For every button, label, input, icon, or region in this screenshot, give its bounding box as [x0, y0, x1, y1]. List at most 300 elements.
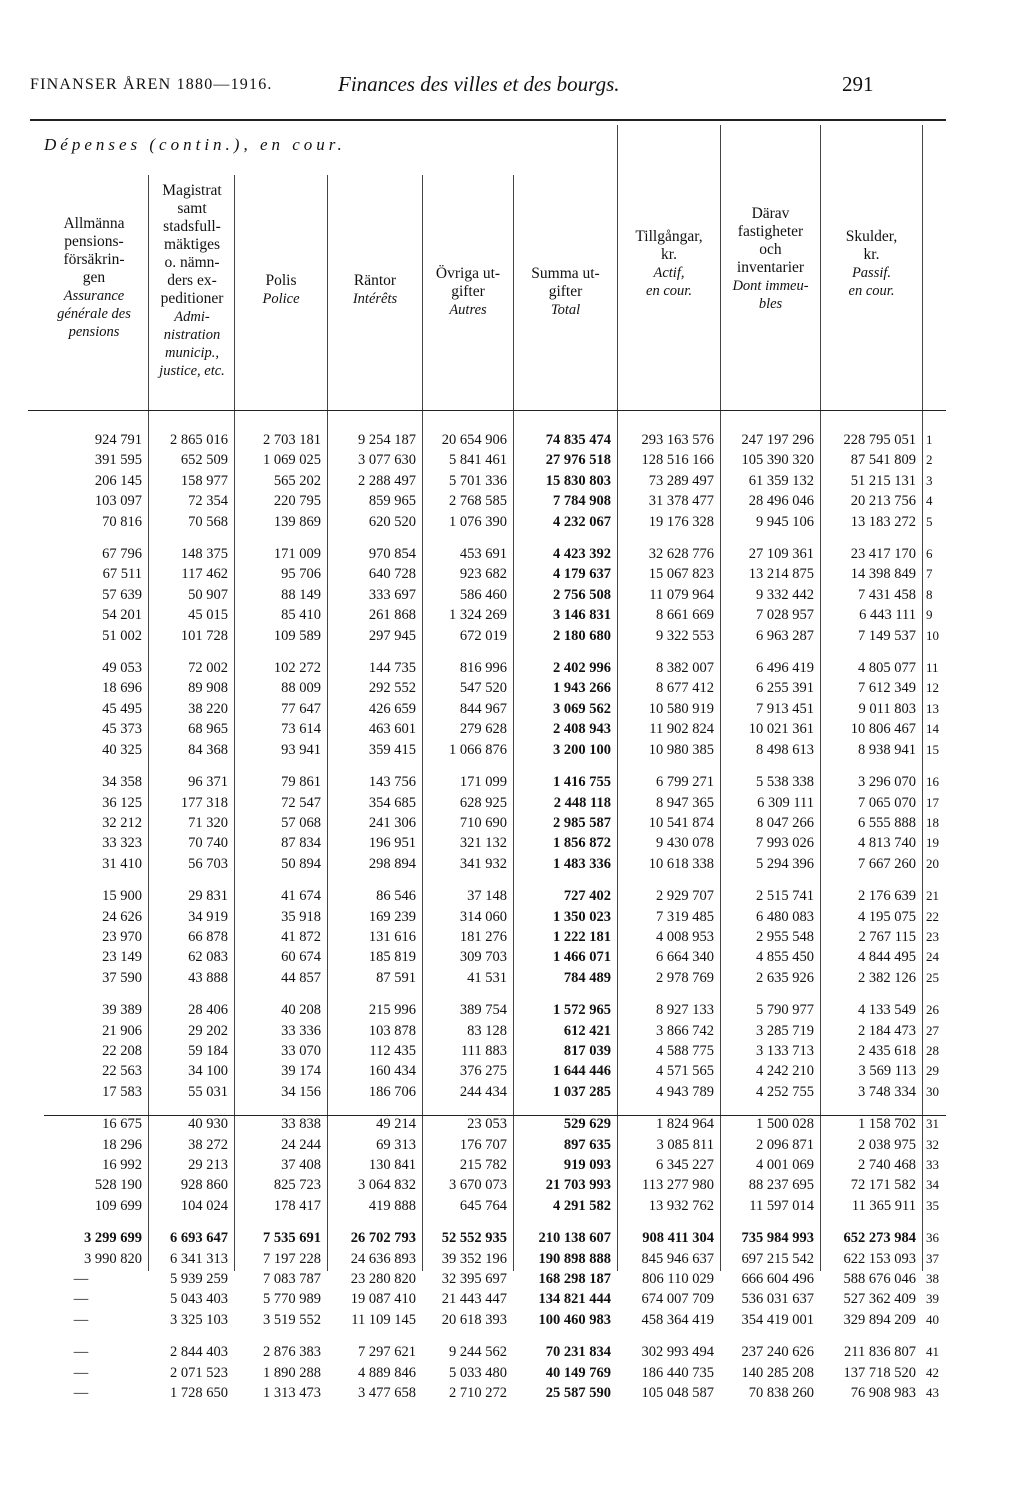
heading-text: och — [759, 241, 782, 258]
table-cell: 2 985 587 — [553, 814, 611, 831]
table-cell: 4 844 495 — [858, 949, 916, 966]
table-cell: 4 008 953 — [656, 928, 714, 945]
table-cell: 727 402 — [563, 888, 611, 905]
table-cell: 40 930 — [188, 1116, 228, 1133]
table-cell: 18 296 — [102, 1136, 142, 1153]
table-cell: 37 590 — [102, 969, 142, 986]
table-cell: 329 894 209 — [843, 1311, 916, 1328]
table-cell: 7 784 908 — [553, 493, 611, 510]
table-cell: 3 299 699 — [84, 1230, 142, 1247]
table-row — [28, 760, 946, 792]
table-cell: 7 612 349 — [858, 680, 916, 697]
table-cell: 18 696 — [102, 680, 142, 697]
table-row — [28, 1269, 946, 1289]
table-cell: 36 125 — [102, 794, 142, 811]
table-cell: 33 323 — [102, 835, 142, 852]
table-cell: 2 635 926 — [756, 969, 814, 986]
table-cell: 93 941 — [281, 741, 321, 758]
table-cell: 5 294 396 — [756, 855, 814, 872]
row-number: 6 — [926, 546, 933, 562]
table-cell: 4 805 077 — [858, 660, 916, 677]
row-number: 21 — [926, 888, 939, 904]
table-cell: 1 500 028 — [756, 1116, 814, 1133]
table-cell: 5 033 480 — [449, 1364, 507, 1381]
table-cell: 3 990 820 — [84, 1250, 142, 1267]
table-cell: 11 109 145 — [351, 1311, 416, 1328]
table-cell: 2 740 468 — [858, 1157, 916, 1173]
table-cell: 333 697 — [368, 586, 416, 603]
table-cell: 6 555 888 — [858, 814, 916, 831]
table-cell: 25 587 590 — [545, 1385, 611, 1402]
table-cell: 859 965 — [368, 493, 416, 510]
table-cell: 28 406 — [188, 1002, 228, 1019]
table-row — [28, 907, 946, 927]
table-row — [28, 719, 946, 739]
table-cell: 96 371 — [188, 774, 228, 791]
table-cell: 10 580 919 — [648, 700, 714, 717]
table-cell: 4 291 582 — [553, 1197, 611, 1214]
table-cell: 3 670 073 — [449, 1177, 507, 1194]
table-cell: 2 408 943 — [553, 721, 611, 738]
table-cell: 45 495 — [102, 700, 142, 717]
table-cell: 178 417 — [273, 1197, 321, 1214]
table-cell: 825 723 — [273, 1177, 321, 1194]
table-cell: 23 149 — [102, 949, 142, 966]
table-cell: 1 644 446 — [553, 1063, 611, 1080]
table-cell: 220 795 — [273, 493, 321, 510]
table-row — [28, 1175, 946, 1195]
table-row — [28, 605, 946, 625]
heading-french-text: Admi- — [174, 309, 210, 325]
table-cell: 241 306 — [368, 814, 416, 831]
table-cell: 10 541 874 — [648, 814, 714, 831]
table-cell: 2 710 272 — [449, 1385, 507, 1402]
table-cell: 9 254 187 — [358, 432, 416, 448]
table-cell: 297 945 — [368, 627, 416, 644]
table-cell: 652 273 984 — [843, 1230, 916, 1247]
table-cell: 61 359 132 — [748, 472, 814, 489]
heading-french-text: justice, etc. — [159, 363, 225, 379]
table-cell: 7 667 260 — [858, 855, 916, 872]
heading-text: o. nämn- — [164, 254, 220, 271]
table-cell: 176 707 — [459, 1136, 507, 1153]
table-cell: 15 900 — [102, 888, 142, 905]
table-cell: 148 375 — [180, 546, 228, 563]
table-cell: 177 318 — [180, 794, 228, 811]
heading-french-text: Assurance — [63, 288, 125, 304]
row-number: 34 — [926, 1177, 939, 1193]
table-cell: 144 735 — [368, 660, 416, 677]
table-cell: 66 878 — [188, 928, 228, 945]
table-cell: 970 854 — [368, 546, 416, 563]
table-cell: 2 865 016 — [170, 432, 228, 448]
table-cell: 3 296 070 — [858, 774, 916, 791]
table-cell: 34 919 — [188, 908, 228, 925]
table-cell: 547 520 — [459, 680, 507, 697]
table-cell: 3 200 100 — [553, 741, 611, 758]
table-cell: 4 232 067 — [553, 513, 611, 530]
table-cell: 3 519 552 — [263, 1311, 321, 1328]
table-cell: 806 110 029 — [642, 1271, 714, 1288]
table-cell: 31 378 477 — [648, 493, 714, 510]
table-cell: 3 477 658 — [358, 1385, 416, 1402]
table-row — [28, 947, 946, 967]
table-cell: 1 076 390 — [449, 513, 507, 530]
table-cell: 674 007 709 — [641, 1291, 714, 1308]
heading-text: gifter — [548, 283, 583, 300]
table-cell: 354 419 001 — [741, 1311, 814, 1328]
row-number: 33 — [926, 1157, 939, 1172]
table-cell: 817 039 — [563, 1042, 611, 1059]
row-number: 23 — [926, 928, 939, 944]
table-row — [28, 626, 946, 646]
table-cell: 923 682 — [459, 566, 507, 583]
row-number: 20 — [926, 855, 939, 871]
table-cell: 389 754 — [459, 1002, 507, 1019]
heading-text: Summa ut- — [531, 265, 600, 282]
table-cell: 72 002 — [188, 660, 228, 677]
table-cell: 341 932 — [459, 855, 507, 872]
table-cell: 37 148 — [467, 888, 507, 905]
table-cell: 105 390 320 — [741, 452, 814, 469]
heading-french-text: bles — [758, 296, 783, 312]
table-cell: 134 821 444 — [538, 1291, 611, 1308]
table-cell: 67 511 — [102, 566, 142, 583]
table-cell: — — [73, 1271, 89, 1288]
table-cell: 84 368 — [188, 741, 228, 758]
table-cell: 1 158 702 — [858, 1116, 916, 1133]
table-cell: 7 083 787 — [263, 1271, 321, 1288]
column-heading — [40, 215, 148, 341]
table-cell: 5 841 461 — [449, 452, 507, 469]
table-cell: 2 435 618 — [858, 1042, 916, 1059]
table-cell: 72 171 582 — [850, 1177, 916, 1194]
table-cell: 60 674 — [281, 949, 321, 966]
table-cell: 181 276 — [459, 928, 507, 945]
table-cell: 10 980 385 — [648, 741, 714, 758]
table-cell: 529 629 — [563, 1116, 611, 1133]
table-cell: 8 677 412 — [656, 680, 714, 697]
table-cell: 33 070 — [281, 1042, 321, 1059]
table-cell: 14 398 849 — [850, 566, 916, 583]
table-cell: 101 728 — [180, 627, 228, 644]
table-cell: 70 816 — [102, 513, 142, 530]
table-cell: 95 706 — [281, 566, 321, 583]
column-heading — [619, 228, 719, 300]
table-cell: 6 443 111 — [859, 607, 916, 624]
table-cell: 5 538 338 — [756, 774, 814, 791]
table-cell: 8 382 007 — [656, 660, 714, 677]
table-cell: 2 176 639 — [858, 888, 916, 905]
table-cell: 9 332 442 — [756, 586, 814, 603]
table-cell: 2 929 707 — [656, 888, 714, 905]
table-cell: 586 460 — [459, 586, 507, 603]
table-cell: 85 410 — [281, 607, 321, 624]
table-cell: 4 889 846 — [358, 1364, 416, 1381]
heading-french-text: Total — [550, 302, 581, 318]
table-cell: 2 382 126 — [858, 969, 916, 986]
row-number: 42 — [926, 1364, 939, 1380]
row-number: 35 — [926, 1197, 939, 1213]
table-cell: 70 568 — [188, 513, 228, 530]
table-cell: 23 970 — [102, 928, 142, 945]
row-number: 38 — [926, 1271, 939, 1287]
table-cell: 2 071 523 — [170, 1364, 228, 1381]
heading-text: Allmänna — [63, 215, 125, 232]
table-cell: 3 133 713 — [756, 1042, 814, 1059]
table-cell: 244 434 — [459, 1083, 507, 1100]
table-cell: 2 768 585 — [449, 493, 507, 510]
heading-french-text: générale des — [57, 306, 131, 322]
table-cell: 2 184 473 — [858, 1022, 916, 1039]
table-cell: 21 443 447 — [441, 1291, 507, 1308]
table-cell: 51 002 — [102, 627, 142, 644]
table-cell: 527 362 409 — [843, 1291, 916, 1308]
table-cell: 391 595 — [94, 452, 142, 469]
table-row — [28, 1061, 946, 1081]
table-cell: 9 322 553 — [656, 627, 714, 644]
heading-french-text: Dont immeu- — [732, 278, 809, 294]
table-cell: 652 509 — [180, 452, 228, 469]
table-cell: 1 222 181 — [553, 928, 611, 945]
table-row — [28, 1249, 946, 1269]
table-row — [28, 1330, 946, 1362]
table-cell: 8 047 266 — [756, 814, 814, 831]
table-cell: 39 389 — [102, 1002, 142, 1019]
table-cell: 924 791 — [94, 432, 142, 448]
row-number: 36 — [926, 1230, 939, 1246]
table-cell: 186 706 — [368, 1083, 416, 1100]
table-cell: 158 977 — [180, 472, 228, 489]
finance-table — [28, 430, 946, 1403]
table-cell: 13 183 272 — [850, 513, 916, 530]
table-cell: 6 309 111 — [757, 794, 814, 811]
table-cell: 17 583 — [102, 1083, 142, 1100]
table-cell: 9 945 106 — [756, 513, 814, 530]
table-cell: 292 552 — [368, 680, 416, 697]
table-cell: 79 861 — [281, 774, 321, 791]
table-cell: 88 009 — [281, 680, 321, 697]
row-number: 41 — [926, 1344, 939, 1360]
table-cell: 672 019 — [459, 627, 507, 644]
table-cell: 185 819 — [368, 949, 416, 966]
table-cell: 102 272 — [273, 660, 321, 677]
heading-french-text: Passif. — [851, 265, 892, 281]
table-cell: 105 048 587 — [641, 1385, 714, 1402]
table-cell: 321 132 — [459, 835, 507, 852]
table-cell: — — [73, 1344, 89, 1361]
table-cell: 19 087 410 — [350, 1291, 416, 1308]
heading-text: Tillgångar, — [635, 228, 703, 245]
table-cell: 6 480 083 — [756, 908, 814, 925]
table-cell: 6 341 313 — [170, 1250, 228, 1267]
row-number: 32 — [926, 1136, 939, 1152]
table-cell: 41 872 — [281, 928, 321, 945]
table-row — [28, 532, 946, 564]
table-cell: 5 790 977 — [756, 1002, 814, 1019]
table-cell: 186 440 735 — [641, 1364, 714, 1381]
table-cell: 27 109 361 — [748, 546, 814, 563]
table-cell: 228 795 051 — [843, 432, 916, 448]
table-row — [28, 927, 946, 947]
table-cell: 11 079 964 — [649, 586, 714, 603]
column-heading — [822, 228, 921, 300]
table-row — [28, 1363, 946, 1383]
table-cell: 22 208 — [102, 1042, 142, 1059]
table-cell: 3 325 103 — [170, 1311, 228, 1328]
table-cell: 7 535 691 — [263, 1230, 321, 1247]
table-cell: 4 943 789 — [656, 1083, 714, 1100]
table-cell: 7 149 537 — [858, 627, 916, 644]
row-number: 17 — [926, 794, 939, 810]
table-cell: 5 939 259 — [170, 1271, 228, 1288]
table-cell: 565 202 — [273, 472, 321, 489]
table-cell: 68 965 — [188, 721, 228, 738]
table-cell: 88 237 695 — [748, 1177, 814, 1194]
table-cell: 4 001 069 — [756, 1157, 814, 1173]
table-cell: 536 031 637 — [741, 1291, 814, 1308]
table-cell: 2 703 181 — [263, 432, 321, 448]
column-heading — [722, 205, 819, 313]
heading-french-text: Intérêts — [352, 291, 398, 307]
table-row — [28, 1289, 946, 1309]
table-cell: 32 212 — [102, 814, 142, 831]
column-heading — [236, 272, 326, 308]
table-cell: 112 435 — [369, 1042, 416, 1059]
page-header — [0, 68, 1024, 98]
table-cell: 1 943 266 — [553, 680, 611, 697]
table-cell: 37 408 — [281, 1157, 321, 1173]
heading-text: samt — [177, 200, 207, 217]
table-cell: 1 313 473 — [263, 1385, 321, 1402]
table-cell: 897 635 — [563, 1136, 611, 1153]
heading-french-text: pensions — [68, 324, 120, 340]
heading-text: peditioner — [160, 290, 224, 307]
table-cell: 2 180 680 — [553, 627, 611, 644]
table-cell: 130 841 — [368, 1157, 416, 1173]
table-cell: 1 324 269 — [449, 607, 507, 624]
row-number: 9 — [926, 607, 933, 623]
row-number: 11 — [926, 660, 939, 676]
table-cell: 1 069 025 — [263, 452, 321, 469]
table-cell: 908 411 304 — [642, 1230, 714, 1247]
table-cell: 72 547 — [281, 794, 321, 811]
table-cell: 2 876 383 — [263, 1344, 321, 1361]
table-cell: 21 703 993 — [545, 1177, 611, 1194]
table-cell: 1 066 876 — [449, 741, 507, 758]
table-row — [28, 854, 946, 874]
table-cell: 52 552 935 — [441, 1230, 507, 1247]
table-cell: 50 894 — [281, 855, 321, 872]
table-cell: 5 043 403 — [170, 1291, 228, 1308]
table-cell: 10 618 338 — [648, 855, 714, 872]
table-cell: — — [73, 1311, 89, 1328]
row-number: 39 — [926, 1291, 939, 1307]
table-cell: 2 978 769 — [656, 969, 714, 986]
table-cell: 6 255 391 — [756, 680, 814, 697]
table-cell: 69 313 — [376, 1136, 416, 1153]
table-cell: 16 675 — [102, 1116, 142, 1133]
table-cell: 6 799 271 — [656, 774, 714, 791]
row-number: 30 — [926, 1083, 939, 1099]
table-cell: 215 782 — [459, 1157, 507, 1173]
table-cell: 10 021 361 — [748, 721, 814, 738]
row-number: 25 — [926, 969, 939, 985]
row-number: 26 — [926, 1002, 939, 1018]
table-row — [28, 813, 946, 833]
table-cell: 6 664 340 — [656, 949, 714, 966]
table-cell: — — [73, 1385, 89, 1402]
row-number: 24 — [926, 949, 939, 965]
table-cell: 11 365 911 — [851, 1197, 916, 1214]
table-cell: 628 925 — [459, 794, 507, 811]
table-cell: 3 285 719 — [756, 1022, 814, 1039]
table-row — [28, 564, 946, 584]
table-cell: 4 179 637 — [553, 566, 611, 583]
table-cell: 2 038 975 — [858, 1136, 916, 1153]
table-cell: 3 866 742 — [656, 1022, 714, 1039]
table-cell: 143 756 — [368, 774, 416, 791]
table-cell: 171 009 — [273, 546, 321, 563]
row-number: 15 — [926, 741, 939, 757]
table-cell: 1 824 964 — [656, 1116, 714, 1133]
table-row — [28, 874, 946, 906]
table-cell: 588 676 046 — [843, 1271, 916, 1288]
table-cell: 86 546 — [376, 888, 416, 905]
table-cell: 45 015 — [188, 607, 228, 624]
table-cell: 919 093 — [563, 1157, 611, 1173]
row-number: 5 — [926, 513, 933, 529]
row-number: 13 — [926, 700, 939, 716]
table-cell: 1 890 288 — [263, 1364, 321, 1381]
table-cell: 3 748 334 — [858, 1083, 916, 1100]
table-cell: 309 703 — [459, 949, 507, 966]
table-row — [28, 430, 946, 450]
table-cell: 4 855 450 — [756, 949, 814, 966]
table-cell: 89 908 — [188, 680, 228, 697]
table-cell: 34 358 — [102, 774, 142, 791]
table-row — [28, 1310, 946, 1330]
table-cell: 2 844 403 — [170, 1344, 228, 1361]
table-cell: 160 434 — [368, 1063, 416, 1080]
table-cell: 845 946 637 — [641, 1250, 714, 1267]
table-cell: 104 024 — [180, 1197, 228, 1214]
table-cell: 140 285 208 — [741, 1364, 814, 1381]
table-cell: 528 190 — [94, 1177, 142, 1194]
table-cell: 41 531 — [467, 969, 507, 986]
table-cell: 211 836 807 — [844, 1344, 916, 1361]
table-row — [28, 512, 946, 532]
table-cell: 40 208 — [281, 1002, 321, 1019]
table-row — [28, 1041, 946, 1061]
heading-text: fastigheter — [737, 223, 804, 240]
table-cell: 247 197 296 — [741, 432, 814, 448]
table-cell: 3 569 113 — [858, 1063, 916, 1080]
table-cell: 87 541 809 — [850, 452, 916, 469]
table-cell: 117 462 — [181, 566, 228, 583]
table-cell: 168 298 187 — [538, 1271, 611, 1288]
table-row — [28, 988, 946, 1020]
table-cell: 169 239 — [368, 908, 416, 925]
table-cell: 458 364 419 — [641, 1311, 714, 1328]
row-number: 28 — [926, 1042, 939, 1058]
table-cell: 39 174 — [281, 1063, 321, 1080]
table-cell: 20 213 756 — [850, 493, 916, 510]
table-cell: 11 597 014 — [749, 1197, 814, 1214]
row-number: 40 — [926, 1311, 939, 1327]
table-cell: 3 064 832 — [358, 1177, 416, 1194]
table-cell: 39 352 196 — [441, 1250, 507, 1267]
